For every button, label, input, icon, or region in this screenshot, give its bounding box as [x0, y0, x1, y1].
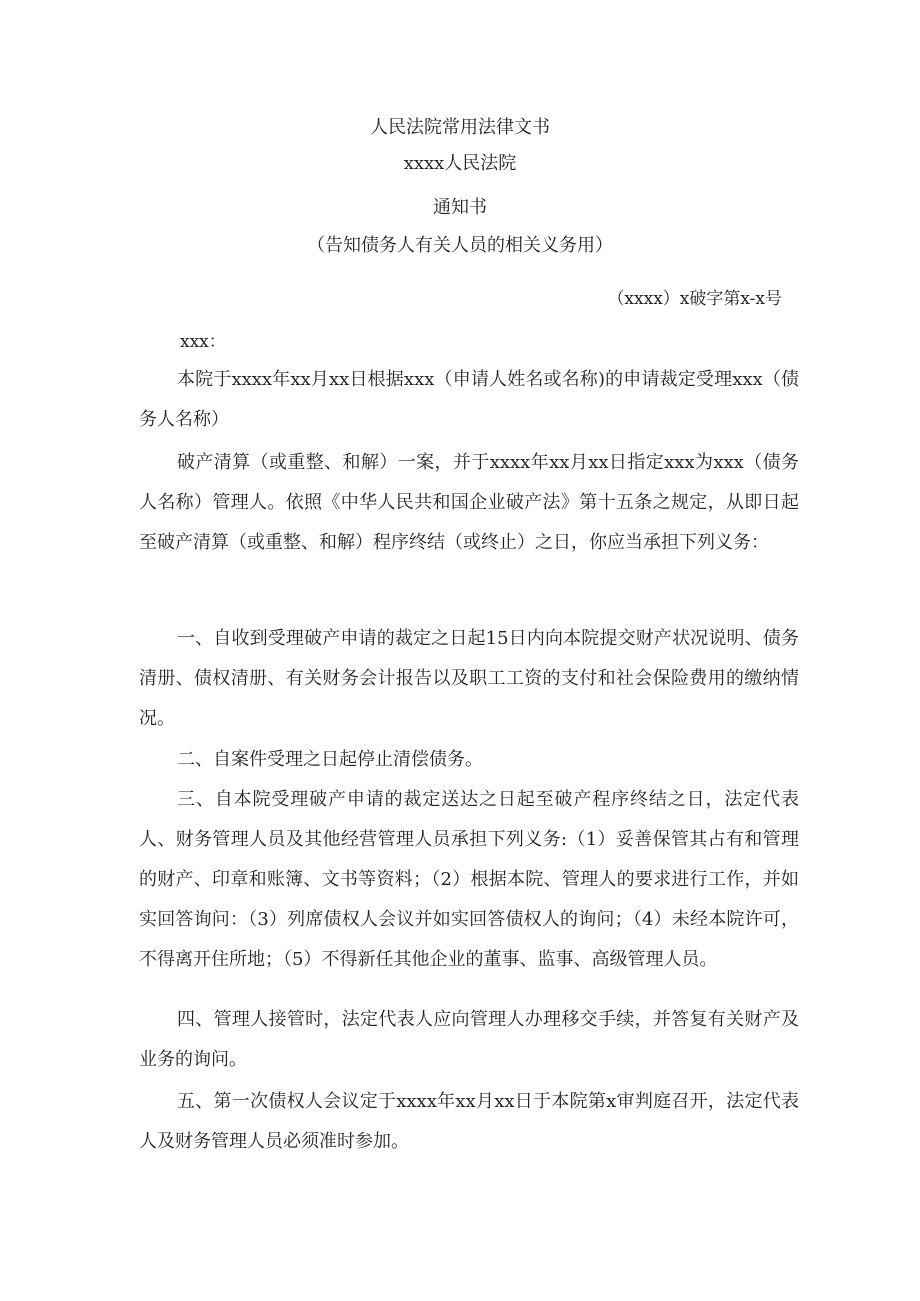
paragraph-duty-1: 一、自收到受理破产申请的裁定之日起15日内向本院提交财产状况说明、债务清册、债权清册、有关财务会计报告以及职工工资的支付和社会保险费用的缴纳情况。: [139, 628, 799, 729]
paragraph-duty-2: 二、自案件受理之日起停止清偿债务。: [177, 749, 483, 770]
document-heading: 人民法院常用法律文书: [370, 117, 550, 138]
paragraph-acceptance: 本院于xxxx年xx月xx日根据xxx（申请人姓名或名称)的申请裁定受理xxx（债务人名称）: [139, 369, 799, 430]
paragraph-duty-4: 四、管理人接管时，法定代表人应向管理人办理移交手续，并答复有关财产及业务的询问。: [139, 1009, 799, 1070]
paragraph-duty-5: 五、第一次债权人会议定于xxxx年xx月xx日于本院第x审判庭召开，法定代表人及财务管理人员必须准时参加。: [139, 1091, 799, 1152]
salutation: xxx：: [180, 332, 226, 352]
paragraph-duty-3: 三、自本院受理破产申请的裁定送达之日起至破产程序终结之日，法定代表人、财务管理人员及其他经营管理人员承担下列义务:（1）妥善保管其占有和管理的财产、印章和账簿、文书等资料；（2）根据本院、管理人的要求进行工作，并如实回答询问：（3）列席债权人会议并如实回答债权人的询问；（4）未经本院许可，不得离开住所地；（5）不得新任其他企业的董事、监事、高级管理人员。: [139, 789, 799, 970]
document-type: 通知书: [433, 197, 487, 218]
document-subtitle: （告知债务人有关人员的相关义务用）: [307, 235, 613, 256]
case-number: （xxxx）x破字第x-x号: [607, 289, 782, 309]
court-name: xxxx人民法院: [403, 153, 517, 174]
paragraph-appointment: 破产清算（或重整、和解）一案，并于xxxx年xx月xx日指定xxx为xxx（债务人名称）管理人。依照《中华人民共和国企业破产法》第十五条之规定，从即日起至破产清算（或重整、和解）程序终结（或终止）之日，你应当承担下列义务：: [139, 452, 799, 553]
